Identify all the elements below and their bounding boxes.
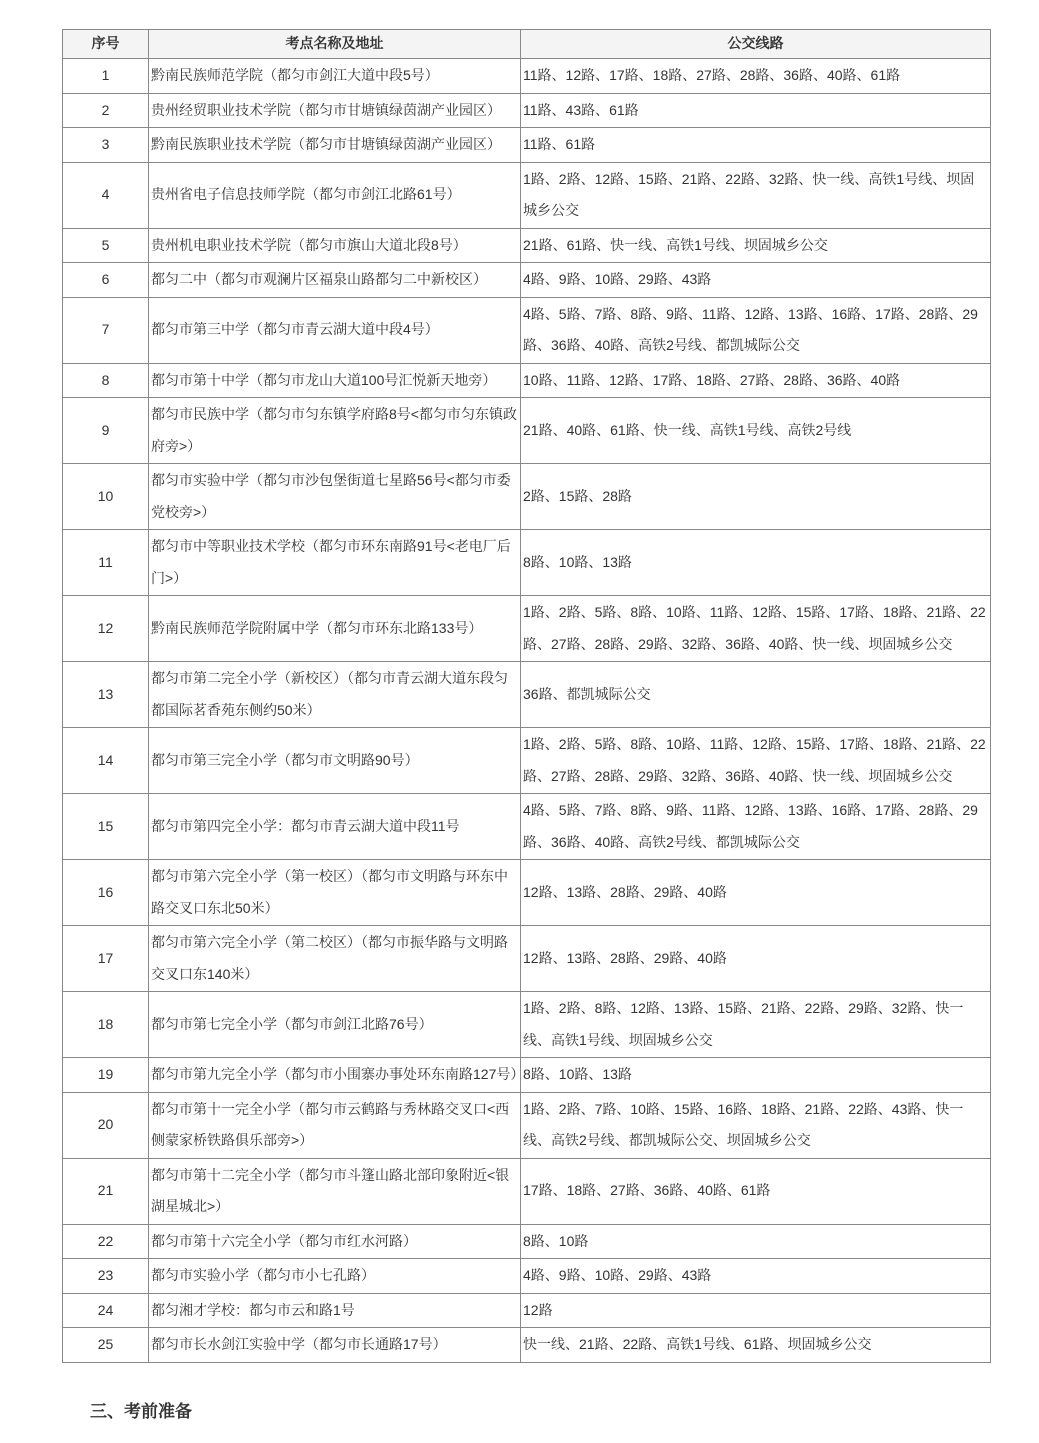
bus-routes-cell: 10路、11路、12路、17路、18路、27路、28路、36路、40路 [521,363,991,398]
table-row [63,794,991,860]
bus-routes-cell: 4路、5路、7路、8路、9路、11路、12路、13路、16路、17路、28路、29路、36路、40路、高铁2号线、都凯城际公交 [521,794,991,860]
bus-routes-cell: 快一线、21路、22路、高铁1号线、61路、坝固城乡公交 [521,1328,991,1363]
row-number-cell: 16 [63,860,149,926]
site-name-cell: 都匀市实验小学（都匀市小七孔路） [149,1259,521,1294]
site-name-cell: 都匀市第七完全小学（都匀市剑江北路76号） [149,992,521,1058]
row-number-cell: 19 [63,1058,149,1093]
table-row [63,297,991,363]
row-number-cell: 7 [63,297,149,363]
table-row [63,530,991,596]
table-row [63,1224,991,1259]
bus-routes-cell: 4路、9路、10路、29路、43路 [521,263,991,298]
row-number-cell: 1 [63,59,149,94]
row-number-cell: 10 [63,464,149,530]
bus-routes-cell: 1路、2路、12路、15路、21路、22路、32路、快一线、高铁1号线、坝固城乡公交 [521,162,991,228]
site-name-cell: 都匀市中等职业技术学校（都匀市环东南路91号<老电厂后门>） [149,530,521,596]
site-name-cell: 黔南民族师范学院附属中学（都匀市环东北路133号） [149,596,521,662]
table-row [63,728,991,794]
header-row [63,30,991,59]
table-row [63,1158,991,1224]
row-number-cell: 18 [63,992,149,1058]
bus-routes-cell: 1路、2路、5路、8路、10路、11路、12路、15路、17路、18路、21路、22路、27路、28路、29路、32路、36路、40路、快一线、坝固城乡公交 [521,596,991,662]
bus-routes-cell: 21路、61路、快一线、高铁1号线、坝固城乡公交 [521,228,991,263]
bus-routes-cell: 12路、13路、28路、29路、40路 [521,860,991,926]
bus-routes-cell: 1路、2路、7路、10路、15路、16路、18路、21路、22路、43路、快一线、高铁2号线、都凯城际公交、坝固城乡公交 [521,1092,991,1158]
bus-routes-cell: 2路、15路、28路 [521,464,991,530]
site-name-cell: 都匀市第十二完全小学（都匀市斗篷山路北部印象附近<银湖星城北>） [149,1158,521,1224]
row-number-cell: 20 [63,1092,149,1158]
table-row [63,398,991,464]
row-number-cell: 6 [63,263,149,298]
section-heading: 三、考前准备 [90,1401,192,1421]
bus-routes-cell: 12路 [521,1293,991,1328]
header-cell-site: 考点名称及地址 [149,30,521,59]
table-row [63,992,991,1058]
site-name-cell: 贵州机电职业技术学院（都匀市旗山大道北段8号） [149,228,521,263]
row-number-cell: 15 [63,794,149,860]
site-name-cell: 贵州经贸职业技术学院（都匀市甘塘镇绿茵湖产业园区） [149,93,521,128]
site-name-cell: 都匀市第十六完全小学（都匀市红水河路） [149,1224,521,1259]
row-number-cell: 3 [63,128,149,163]
table-row [63,1092,991,1158]
table-row [63,363,991,398]
table-row [63,128,991,163]
site-name-cell: 都匀市第四完全小学：都匀市青云湖大道中段11号 [149,794,521,860]
bus-routes-cell: 8路、10路 [521,1224,991,1259]
bus-routes-cell: 12路、13路、28路、29路、40路 [521,926,991,992]
table-row [63,1293,991,1328]
site-name-cell: 黔南民族师范学院（都匀市剑江大道中段5号） [149,59,521,94]
site-name-cell: 都匀市第六完全小学（第二校区）（都匀市振华路与文明路交叉口东140米） [149,926,521,992]
site-name-cell: 都匀市第九完全小学（都匀市小围寨办事处环东南路127号） [149,1058,521,1093]
site-name-cell: 都匀市第三中学（都匀市青云湖大道中段4号） [149,297,521,363]
row-number-cell: 23 [63,1259,149,1294]
table-row [63,662,991,728]
bus-routes-cell: 17路、18路、27路、36路、40路、61路 [521,1158,991,1224]
table-row [63,59,991,94]
site-name-cell: 都匀二中（都匀市观澜片区福泉山路都匀二中新校区） [149,263,521,298]
table-row [63,926,991,992]
row-number-cell: 17 [63,926,149,992]
site-name-cell: 都匀市第十中学（都匀市龙山大道100号汇悦新天地旁） [149,363,521,398]
bus-routes-cell: 4路、9路、10路、29路、43路 [521,1259,991,1294]
row-number-cell: 2 [63,93,149,128]
exam-sites-table [62,29,991,1363]
table-row [63,464,991,530]
site-name-cell: 都匀市第十一完全小学（都匀市云鹤路与秀林路交叉口<西侧蒙家桥铁路俱乐部旁>） [149,1092,521,1158]
row-number-cell: 14 [63,728,149,794]
row-number-cell: 22 [63,1224,149,1259]
row-number-cell: 13 [63,662,149,728]
row-number-cell: 8 [63,363,149,398]
site-name-cell: 都匀市实验中学（都匀市沙包堡街道七星路56号<都匀市委党校旁>） [149,464,521,530]
bus-routes-cell: 21路、40路、61路、快一线、高铁1号线、高铁2号线 [521,398,991,464]
bus-routes-cell: 4路、5路、7路、8路、9路、11路、12路、13路、16路、17路、28路、29路、36路、40路、高铁2号线、都凯城际公交 [521,297,991,363]
table-row [63,596,991,662]
table-row [63,1328,991,1363]
site-name-cell: 黔南民族职业技术学院（都匀市甘塘镇绿茵湖产业园区） [149,128,521,163]
site-name-cell: 都匀湘才学校：都匀市云和路1号 [149,1293,521,1328]
row-number-cell: 5 [63,228,149,263]
table-header [63,30,991,59]
header-cell-routes: 公交线路 [521,30,991,59]
site-name-cell: 都匀市第三完全小学（都匀市文明路90号） [149,728,521,794]
row-number-cell: 9 [63,398,149,464]
row-number-cell: 25 [63,1328,149,1363]
table-row [63,1259,991,1294]
bus-routes-cell: 11路、43路、61路 [521,93,991,128]
bus-routes-cell: 8路、10路、13路 [521,1058,991,1093]
row-number-cell: 4 [63,162,149,228]
row-number-cell: 21 [63,1158,149,1224]
row-number-cell: 24 [63,1293,149,1328]
table-row [63,93,991,128]
table-row [63,263,991,298]
bus-routes-cell: 11路、12路、17路、18路、27路、28路、36路、40路、61路 [521,59,991,94]
table-row [63,860,991,926]
site-name-cell: 贵州省电子信息技师学院（都匀市剑江北路61号） [149,162,521,228]
bus-routes-cell: 8路、10路、13路 [521,530,991,596]
bus-routes-cell: 11路、61路 [521,128,991,163]
site-name-cell: 都匀市民族中学（都匀市匀东镇学府路8号<都匀市匀东镇政府旁>） [149,398,521,464]
table-row [63,228,991,263]
site-name-cell: 都匀市第二完全小学（新校区）（都匀市青云湖大道东段匀都国际茗香苑东侧约50米） [149,662,521,728]
table-row [63,162,991,228]
row-number-cell: 12 [63,596,149,662]
table-row [63,1058,991,1093]
bus-routes-cell: 36路、都凯城际公交 [521,662,991,728]
site-name-cell: 都匀市长水剑江实验中学（都匀市长通路17号） [149,1328,521,1363]
bus-routes-cell: 1路、2路、5路、8路、10路、11路、12路、15路、17路、18路、21路、22路、27路、28路、29路、32路、36路、40路、快一线、坝固城乡公交 [521,728,991,794]
site-name-cell: 都匀市第六完全小学（第一校区）（都匀市文明路与环东中路交叉口东北50米） [149,860,521,926]
bus-routes-cell: 1路、2路、8路、12路、13路、15路、21路、22路、29路、32路、快一线、高铁1号线、坝固城乡公交 [521,992,991,1058]
exam-sites-table-body [63,59,991,1363]
row-number-cell: 11 [63,530,149,596]
header-cell-number: 序号 [63,30,149,59]
